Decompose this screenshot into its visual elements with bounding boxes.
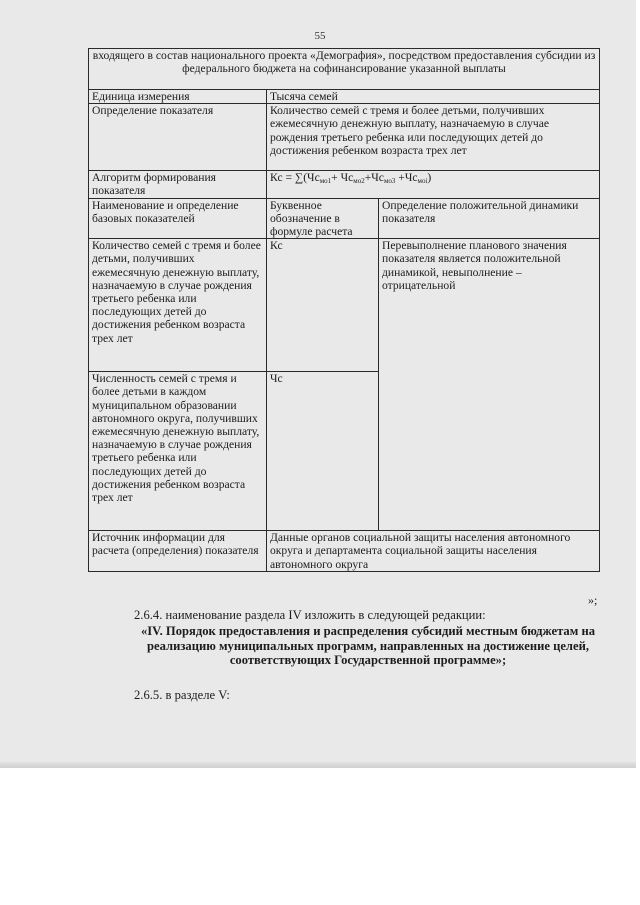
table-row <box>89 90 600 104</box>
row1-symbol: Кс <box>267 239 379 372</box>
row2-symbol: Чс <box>267 372 379 531</box>
header-dynamics: Определение положительной динамики показателя <box>379 198 600 239</box>
source-label: Источник информации для расчета (определения) показателя <box>89 531 267 572</box>
definition-label: Определение показателя <box>89 104 267 171</box>
unit-label: Единица измерения <box>89 90 267 104</box>
source-value: Данные органов социальной защиты населения автономного округа и департамента социальной защиты населения автономного округа <box>267 531 600 572</box>
indicator-passport-table <box>88 48 600 572</box>
page-number: 55 <box>314 30 326 42</box>
paragraph-2-6-4: 2.6.4. наименование раздела IV изложить в следующей редакции: <box>134 608 486 622</box>
table-row <box>89 198 600 239</box>
paragraph-2-6-5: 2.6.5. в разделе V: <box>134 688 230 702</box>
table-row <box>89 531 600 572</box>
indicator-intro-cell: входящего в состав национального проекта «Демография», посредством предоставления субсидии из федерального бюджета на софинансирование указанной выплаты <box>89 49 600 90</box>
row1-name: Количество семей с тремя и более детьми, получивших ежемесячную денежную выплату, назначаемую в случае рождения третьего ребенка или последующих детей до достижения ребенком возраста трех лет <box>89 239 267 372</box>
definition-value: Количество семей с тремя и более детьми, получивших ежемесячную денежную выплату, назначаемую в случае рождения третьего ребенка или последующих детей до достижения ребенком возраста трех лет <box>267 104 600 171</box>
table-row <box>89 171 600 198</box>
unit-value: Тысяча семей <box>267 90 600 104</box>
closing-quote-mark: »; <box>588 593 598 607</box>
section-iv-heading: «IV. Порядок предоставления и распределения субсидий местным бюджетам на реализацию муниципальных программ, направленных на достижение целей, соответствующих Государственной программе»; <box>140 624 596 668</box>
dynamics-value: Перевыполнение планового значения показателя является положительной динамикой, невыполнение – отрицательной <box>379 239 600 531</box>
table-row <box>89 104 600 171</box>
algorithm-label: Алгоритм формирования показателя <box>89 171 267 198</box>
table-row <box>89 239 600 372</box>
table-row <box>89 49 600 90</box>
row2-name: Численность семей с тремя и более детьми в каждом муниципальном образовании автономного округа, получивших ежемесячную денежную выплату, назначаемую в случае рождения третьего ребенка или последующих детей до достижения ребенком возраста трех лет <box>89 372 267 531</box>
header-symbol: Буквенное обозначение в формуле расчета <box>267 198 379 239</box>
algorithm-formula: Кс = $\sum(Чс_{мо1}+ Чс_{мо2}+Чс_{мо3} +Чс_{моi})$ <box>267 171 600 198</box>
header-base-indicators: Наименование и определение базовых показателей <box>89 198 267 239</box>
